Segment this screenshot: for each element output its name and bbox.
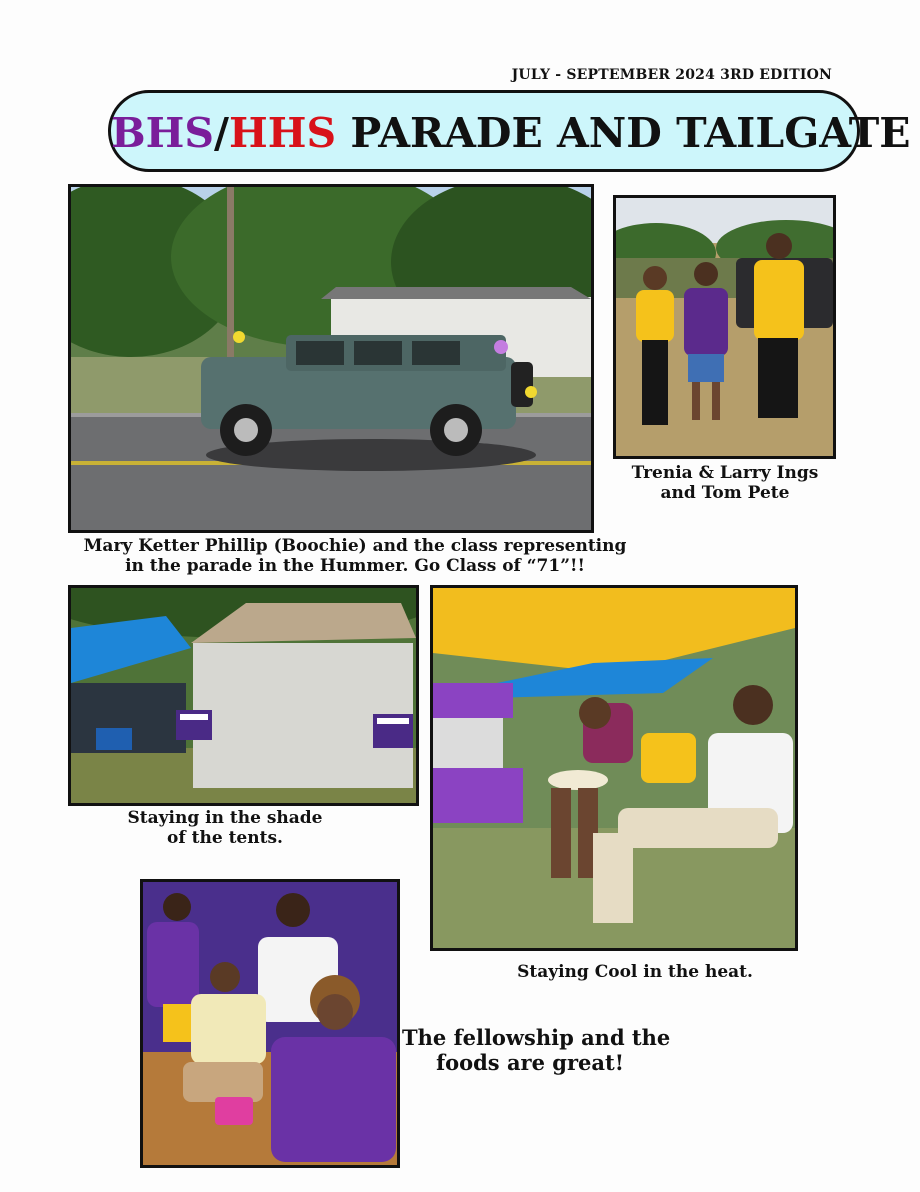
ings-caption [612,463,838,503]
hummer-caption-line: in the parade in the Hummer. Go Class of “71”!! [125,556,585,576]
ings-caption-line: Trenia & Larry Ings [631,463,819,483]
hummer-caption-line: Mary Ketter Phillip (Boochie) and the class representing [83,536,627,556]
cool-caption [480,962,790,982]
shade-caption-line: of the tents. [167,828,283,848]
ings-pete-photo [613,195,836,459]
fellowship-caption-line: The fellowship and the [402,1025,671,1050]
fellowship-photo [140,879,400,1168]
page-title [108,90,911,172]
shade-caption [100,808,350,848]
cool-caption-line: Staying Cool in the heat. [517,962,753,982]
shade-caption-line: Staying in the shade [127,808,323,828]
edition-label: JULY - SEPTEMBER 2024 3RD EDITION [511,67,832,83]
title-hhs: HHS [229,109,337,157]
hummer-caption [60,536,650,576]
title-bhs: BHS [111,109,215,157]
ings-caption-line: and Tom Pete [660,483,790,503]
fellowship-caption-line: foods are great! [436,1050,624,1075]
title-rest: PARADE AND TAILGATE [336,109,911,157]
title-slash: / [214,109,229,157]
cool-heat-photo [430,585,798,951]
tents-photo [68,585,419,806]
hummer-parade-photo [68,184,594,533]
fellowship-caption [402,1025,671,1075]
